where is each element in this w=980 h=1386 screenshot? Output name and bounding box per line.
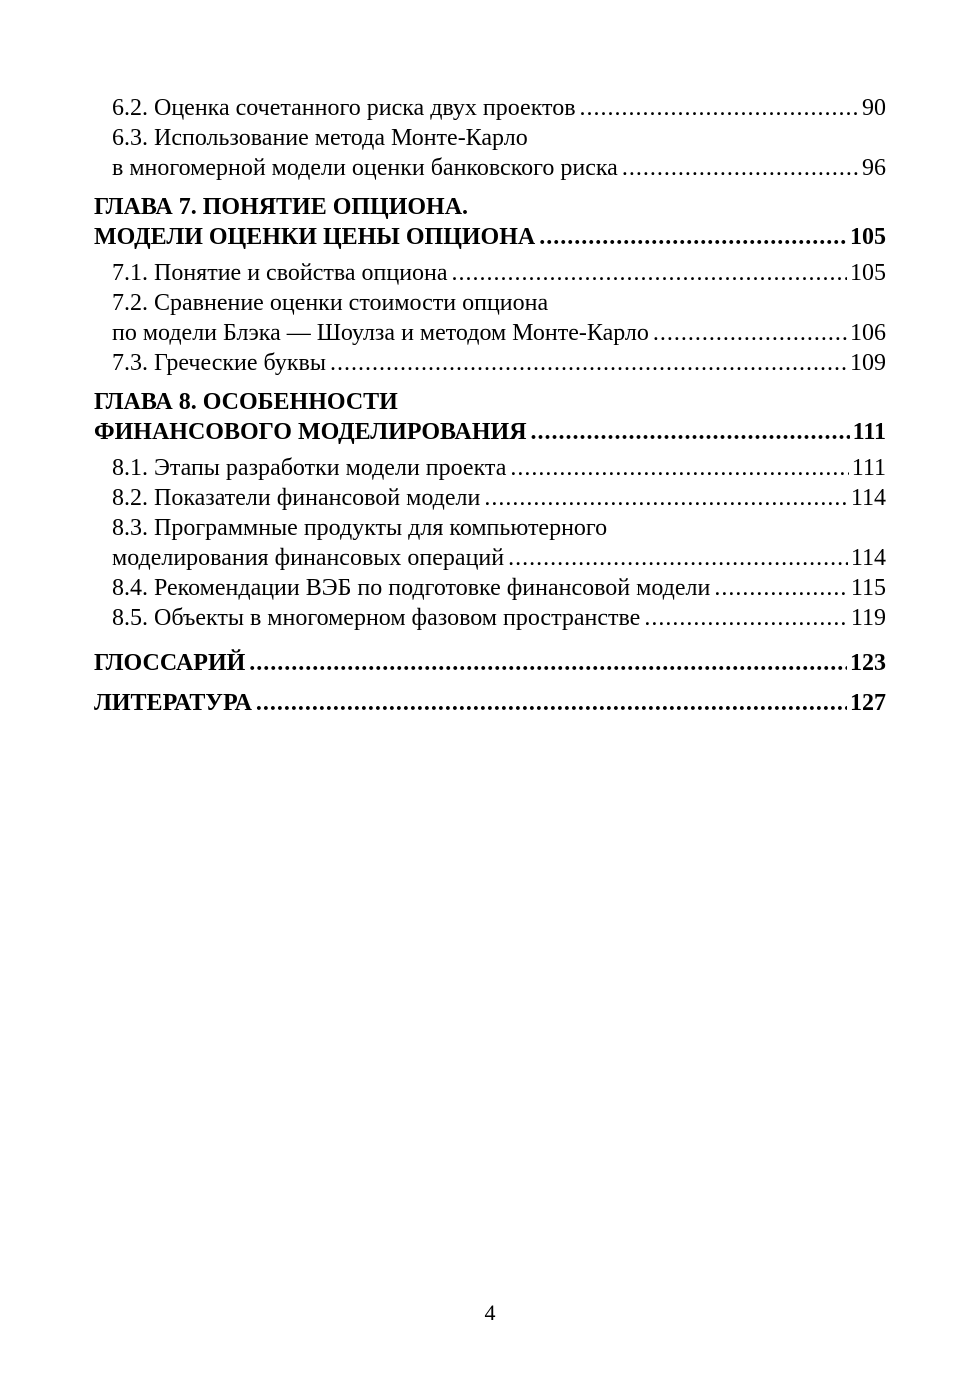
chapter-8-block: [94, 387, 886, 447]
dot-leader: [510, 453, 848, 483]
toc-page-number: 105: [850, 224, 886, 250]
toc-entry-label: 6.3. Использование метода Монте-Карло: [112, 125, 528, 151]
toc-page-number: 105: [850, 260, 886, 286]
toc-page-number: 114: [850, 545, 886, 571]
toc-entry-8-2[interactable]: [94, 483, 886, 513]
toc-entry-label: 8.5. Объекты в многомерном фазовом пространстве: [112, 605, 641, 631]
page-number: 4: [484, 1300, 496, 1325]
chapter-7-block: [94, 192, 886, 252]
chapter-title: ГЛАВА 7. ПОНЯТИЕ ОПЦИОНА.: [94, 194, 469, 220]
toc-entry-8-4[interactable]: [94, 573, 886, 603]
dot-leader: [580, 93, 859, 123]
dot-leader: [644, 603, 848, 633]
table-of-contents: [94, 93, 886, 723]
toc-entry-label: по модели Блэка — Шоулза и методом Монте-Карло: [112, 320, 649, 346]
toc-page-number: 109: [850, 350, 886, 376]
literature-entry[interactable]: [94, 683, 886, 723]
toc-page-number: 111: [851, 455, 886, 481]
toc-entry-label: 7.2. Сравнение оценки стоимости опциона: [112, 290, 549, 316]
dot-leader: [508, 543, 848, 573]
chapter-title: ГЛАВА 8. ОСОБЕННОСТИ: [94, 389, 398, 415]
dot-leader: [330, 348, 847, 378]
toc-entry-7-1[interactable]: [94, 258, 886, 288]
dot-leader: [256, 683, 847, 723]
dot-leader: [714, 573, 848, 603]
toc-entry-label: 8.2. Показатели финансовой модели: [112, 485, 481, 511]
dot-leader: [653, 318, 847, 348]
toc-page-number: 90: [862, 95, 886, 121]
toc-entry-7-2[interactable]: [94, 318, 886, 348]
toc-entry-label: 7.1. Понятие и свойства опциона: [112, 260, 448, 286]
toc-entry-label: 8.1. Этапы разработки модели проекта: [112, 455, 507, 481]
dot-leader: [249, 643, 847, 683]
toc-entry-7-3[interactable]: [94, 348, 886, 378]
toc-page-number: 127: [850, 690, 886, 716]
dot-leader: [622, 153, 859, 183]
toc-entry-8-3[interactable]: [94, 543, 886, 573]
toc-entry-7-2-first-line[interactable]: [94, 288, 886, 318]
toc-page-number: 96: [862, 155, 886, 181]
toc-entry-8-3-first-line[interactable]: [94, 513, 886, 543]
chapter-7-heading[interactable]: [94, 192, 886, 222]
toc-entry-label: 7.3. Греческие буквы: [112, 350, 326, 376]
toc-page-number: 119: [850, 605, 886, 631]
back-matter-block: [94, 643, 886, 723]
dot-leader: [484, 483, 848, 513]
chapter-title: ЛИТЕРАТУРА: [94, 690, 252, 716]
chapter-title: МОДЕЛИ ОЦЕНКИ ЦЕНЫ ОПЦИОНА: [94, 224, 536, 250]
toc-entry-label: 8.3. Программные продукты для компьютерного: [112, 515, 608, 541]
chapter-title: ГЛОССАРИЙ: [94, 650, 246, 676]
toc-page-number: 106: [850, 320, 886, 346]
glossary-entry[interactable]: [94, 643, 886, 683]
dot-leader: [531, 417, 850, 447]
toc-entry-label: 6.2. Оценка сочетанного риска двух проектов: [112, 95, 576, 121]
toc-page-number: 114: [850, 485, 886, 511]
toc-entry-8-1[interactable]: [94, 453, 886, 483]
toc-entry-6-3-first-line[interactable]: [94, 123, 886, 153]
toc-entry-8-5[interactable]: [94, 603, 886, 633]
toc-page-number: 111: [852, 419, 886, 445]
toc-entry-label: моделирования финансовых операций: [112, 545, 505, 571]
chapter-8-entry[interactable]: [94, 417, 886, 447]
toc-entry-label: 8.4. Рекомендации ВЭБ по подготовке финансовой модели: [112, 575, 711, 601]
chapter-title: ФИНАНСОВОГО МОДЕЛИРОВАНИЯ: [94, 419, 527, 445]
chapter-8-heading[interactable]: [94, 387, 886, 417]
toc-entry-6-2[interactable]: [94, 93, 886, 123]
dot-leader: [539, 222, 847, 252]
toc-entry-6-3[interactable]: [94, 153, 886, 183]
dot-leader: [452, 258, 847, 288]
chapter-7-entry[interactable]: [94, 222, 886, 252]
toc-page-number: 115: [850, 575, 886, 601]
toc-entry-label: в многомерной модели оценки банковского риска: [112, 155, 618, 181]
toc-page-number: 123: [850, 650, 886, 676]
